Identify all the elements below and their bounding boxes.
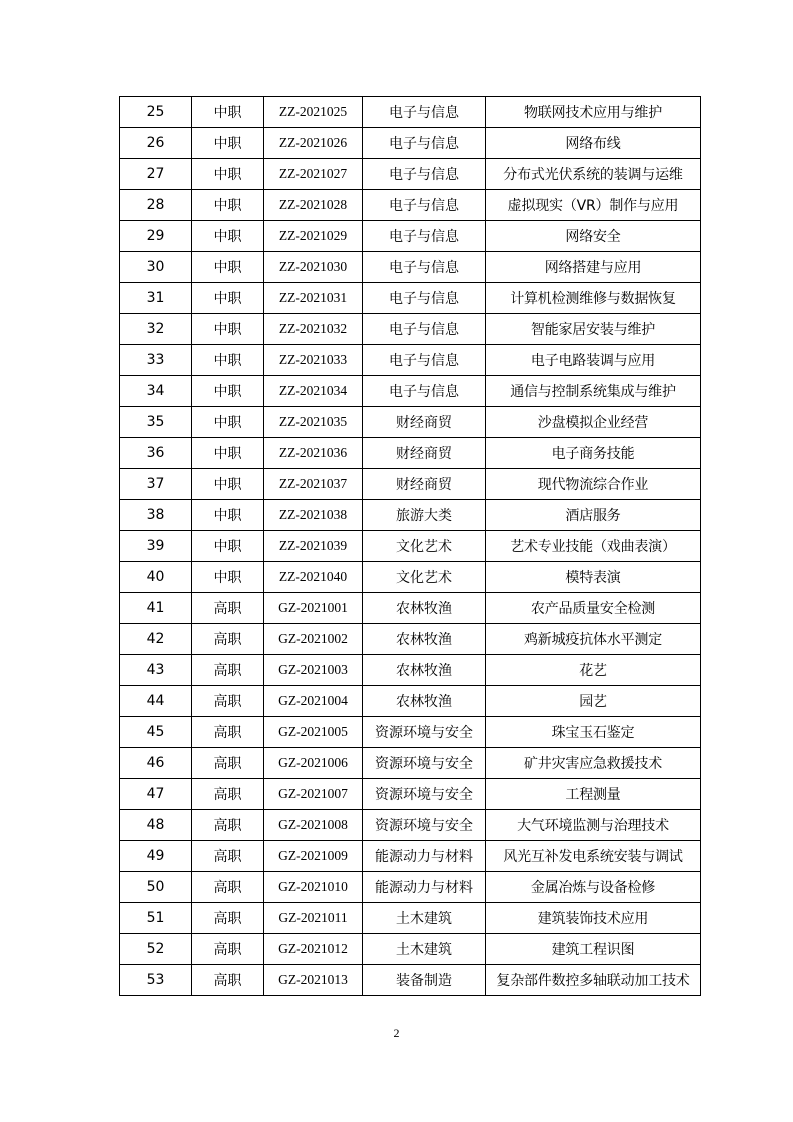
table-row bbox=[120, 872, 701, 903]
category-cell: 资源环境与安全 bbox=[363, 748, 486, 779]
code-cell: GZ-2021006 bbox=[264, 748, 363, 779]
category-cell: 旅游大类 bbox=[363, 500, 486, 531]
level-cell: 高职 bbox=[192, 779, 264, 810]
row-number-cell: 29 bbox=[120, 221, 192, 252]
table-row bbox=[120, 903, 701, 934]
competition-table bbox=[119, 96, 701, 996]
level-cell: 中职 bbox=[192, 159, 264, 190]
category-cell: 财经商贸 bbox=[363, 407, 486, 438]
competition-name-cell: 鸡新城疫抗体水平测定 bbox=[486, 624, 701, 655]
table-row bbox=[120, 438, 701, 469]
row-number-cell: 44 bbox=[120, 686, 192, 717]
level-cell: 中职 bbox=[192, 314, 264, 345]
level-cell: 高职 bbox=[192, 686, 264, 717]
code-cell: ZZ-2021031 bbox=[264, 283, 363, 314]
row-number-cell: 37 bbox=[120, 469, 192, 500]
level-cell: 高职 bbox=[192, 810, 264, 841]
category-cell: 土木建筑 bbox=[363, 934, 486, 965]
row-number-cell: 35 bbox=[120, 407, 192, 438]
row-number-cell: 47 bbox=[120, 779, 192, 810]
category-cell: 电子与信息 bbox=[363, 345, 486, 376]
row-number-cell: 34 bbox=[120, 376, 192, 407]
code-cell: GZ-2021010 bbox=[264, 872, 363, 903]
code-cell: GZ-2021013 bbox=[264, 965, 363, 996]
level-cell: 中职 bbox=[192, 531, 264, 562]
row-number-cell: 48 bbox=[120, 810, 192, 841]
row-number-cell: 52 bbox=[120, 934, 192, 965]
category-cell: 文化艺术 bbox=[363, 562, 486, 593]
table-row bbox=[120, 500, 701, 531]
table-body bbox=[120, 97, 701, 996]
category-cell: 农林牧渔 bbox=[363, 655, 486, 686]
table-row bbox=[120, 190, 701, 221]
level-cell: 中职 bbox=[192, 128, 264, 159]
category-cell: 农林牧渔 bbox=[363, 624, 486, 655]
code-cell: ZZ-2021026 bbox=[264, 128, 363, 159]
level-cell: 中职 bbox=[192, 500, 264, 531]
competition-name-cell: 花艺 bbox=[486, 655, 701, 686]
table-row bbox=[120, 314, 701, 345]
table-row bbox=[120, 252, 701, 283]
level-cell: 高职 bbox=[192, 655, 264, 686]
row-number-cell: 41 bbox=[120, 593, 192, 624]
competition-name-cell: 矿井灾害应急救援技术 bbox=[486, 748, 701, 779]
code-cell: GZ-2021012 bbox=[264, 934, 363, 965]
table-row bbox=[120, 407, 701, 438]
table-row bbox=[120, 655, 701, 686]
page-number: 2 bbox=[393, 1026, 400, 1040]
category-cell: 财经商贸 bbox=[363, 438, 486, 469]
table-row bbox=[120, 841, 701, 872]
competition-name-cell: 园艺 bbox=[486, 686, 701, 717]
code-cell: ZZ-2021038 bbox=[264, 500, 363, 531]
row-number-cell: 50 bbox=[120, 872, 192, 903]
table-row bbox=[120, 965, 701, 996]
level-cell: 高职 bbox=[192, 841, 264, 872]
category-cell: 电子与信息 bbox=[363, 97, 486, 128]
code-cell: GZ-2021007 bbox=[264, 779, 363, 810]
category-cell: 电子与信息 bbox=[363, 252, 486, 283]
category-cell: 财经商贸 bbox=[363, 469, 486, 500]
level-cell: 中职 bbox=[192, 190, 264, 221]
code-cell: GZ-2021004 bbox=[264, 686, 363, 717]
level-cell: 中职 bbox=[192, 407, 264, 438]
code-cell: ZZ-2021029 bbox=[264, 221, 363, 252]
competition-name-cell: 网络安全 bbox=[486, 221, 701, 252]
table-row bbox=[120, 562, 701, 593]
code-cell: ZZ-2021027 bbox=[264, 159, 363, 190]
row-number-cell: 49 bbox=[120, 841, 192, 872]
category-cell: 资源环境与安全 bbox=[363, 779, 486, 810]
table-row bbox=[120, 748, 701, 779]
competition-name-cell: 农产品质量安全检测 bbox=[486, 593, 701, 624]
category-cell: 电子与信息 bbox=[363, 128, 486, 159]
competition-name-cell: 智能家居安装与维护 bbox=[486, 314, 701, 345]
competition-name-cell: 酒店服务 bbox=[486, 500, 701, 531]
table-row bbox=[120, 593, 701, 624]
competition-name-cell: 模特表演 bbox=[486, 562, 701, 593]
level-cell: 高职 bbox=[192, 903, 264, 934]
table-row bbox=[120, 686, 701, 717]
competition-name-cell: 珠宝玉石鉴定 bbox=[486, 717, 701, 748]
code-cell: ZZ-2021040 bbox=[264, 562, 363, 593]
row-number-cell: 39 bbox=[120, 531, 192, 562]
category-cell: 土木建筑 bbox=[363, 903, 486, 934]
competition-name-cell: 电子商务技能 bbox=[486, 438, 701, 469]
level-cell: 中职 bbox=[192, 376, 264, 407]
category-cell: 资源环境与安全 bbox=[363, 717, 486, 748]
table-row bbox=[120, 717, 701, 748]
code-cell: ZZ-2021032 bbox=[264, 314, 363, 345]
row-number-cell: 46 bbox=[120, 748, 192, 779]
competition-name-cell: 通信与控制系统集成与维护 bbox=[486, 376, 701, 407]
competition-name-cell: 现代物流综合作业 bbox=[486, 469, 701, 500]
row-number-cell: 27 bbox=[120, 159, 192, 190]
competition-name-cell: 分布式光伏系统的装调与运维 bbox=[486, 159, 701, 190]
level-cell: 中职 bbox=[192, 283, 264, 314]
code-cell: GZ-2021008 bbox=[264, 810, 363, 841]
row-number-cell: 36 bbox=[120, 438, 192, 469]
category-cell: 农林牧渔 bbox=[363, 686, 486, 717]
competition-name-cell: 工程测量 bbox=[486, 779, 701, 810]
code-cell: ZZ-2021036 bbox=[264, 438, 363, 469]
level-cell: 中职 bbox=[192, 469, 264, 500]
level-cell: 中职 bbox=[192, 438, 264, 469]
row-number-cell: 38 bbox=[120, 500, 192, 531]
row-number-cell: 45 bbox=[120, 717, 192, 748]
category-cell: 资源环境与安全 bbox=[363, 810, 486, 841]
competition-name-cell: 沙盘模拟企业经营 bbox=[486, 407, 701, 438]
category-cell: 装备制造 bbox=[363, 965, 486, 996]
level-cell: 高职 bbox=[192, 934, 264, 965]
code-cell: ZZ-2021033 bbox=[264, 345, 363, 376]
code-cell: GZ-2021009 bbox=[264, 841, 363, 872]
competition-name-cell: 虚拟现实（VR）制作与应用 bbox=[486, 190, 701, 221]
level-cell: 高职 bbox=[192, 717, 264, 748]
row-number-cell: 26 bbox=[120, 128, 192, 159]
row-number-cell: 43 bbox=[120, 655, 192, 686]
competition-name-cell: 网络搭建与应用 bbox=[486, 252, 701, 283]
code-cell: ZZ-2021030 bbox=[264, 252, 363, 283]
level-cell: 中职 bbox=[192, 345, 264, 376]
competition-name-cell: 物联网技术应用与维护 bbox=[486, 97, 701, 128]
code-cell: ZZ-2021035 bbox=[264, 407, 363, 438]
category-cell: 电子与信息 bbox=[363, 159, 486, 190]
level-cell: 中职 bbox=[192, 562, 264, 593]
level-cell: 高职 bbox=[192, 872, 264, 903]
level-cell: 中职 bbox=[192, 221, 264, 252]
table-row bbox=[120, 810, 701, 841]
level-cell: 高职 bbox=[192, 624, 264, 655]
category-cell: 电子与信息 bbox=[363, 314, 486, 345]
row-number-cell: 42 bbox=[120, 624, 192, 655]
category-cell: 农林牧渔 bbox=[363, 593, 486, 624]
row-number-cell: 25 bbox=[120, 97, 192, 128]
row-number-cell: 32 bbox=[120, 314, 192, 345]
category-cell: 文化艺术 bbox=[363, 531, 486, 562]
competition-name-cell: 计算机检测维修与数据恢复 bbox=[486, 283, 701, 314]
row-number-cell: 51 bbox=[120, 903, 192, 934]
code-cell: ZZ-2021028 bbox=[264, 190, 363, 221]
competition-name-cell: 建筑装饰技术应用 bbox=[486, 903, 701, 934]
competition-name-cell: 网络布线 bbox=[486, 128, 701, 159]
code-cell: GZ-2021001 bbox=[264, 593, 363, 624]
level-cell: 中职 bbox=[192, 97, 264, 128]
table-row bbox=[120, 779, 701, 810]
table-row bbox=[120, 531, 701, 562]
code-cell: ZZ-2021037 bbox=[264, 469, 363, 500]
competition-name-cell: 建筑工程识图 bbox=[486, 934, 701, 965]
row-number-cell: 30 bbox=[120, 252, 192, 283]
category-cell: 电子与信息 bbox=[363, 221, 486, 252]
competition-name-cell: 艺术专业技能（戏曲表演） bbox=[486, 531, 701, 562]
level-cell: 高职 bbox=[192, 748, 264, 779]
code-cell: ZZ-2021034 bbox=[264, 376, 363, 407]
category-cell: 电子与信息 bbox=[363, 190, 486, 221]
table-row bbox=[120, 934, 701, 965]
code-cell: GZ-2021002 bbox=[264, 624, 363, 655]
table-row bbox=[120, 97, 701, 128]
table-row bbox=[120, 469, 701, 500]
table-row bbox=[120, 376, 701, 407]
code-cell: GZ-2021011 bbox=[264, 903, 363, 934]
row-number-cell: 33 bbox=[120, 345, 192, 376]
row-number-cell: 40 bbox=[120, 562, 192, 593]
code-cell: GZ-2021003 bbox=[264, 655, 363, 686]
table-row bbox=[120, 345, 701, 376]
row-number-cell: 31 bbox=[120, 283, 192, 314]
code-cell: GZ-2021005 bbox=[264, 717, 363, 748]
level-cell: 高职 bbox=[192, 965, 264, 996]
competition-name-cell: 复杂部件数控多轴联动加工技术 bbox=[486, 965, 701, 996]
table-row bbox=[120, 221, 701, 252]
code-cell: ZZ-2021039 bbox=[264, 531, 363, 562]
competition-name-cell: 大气环境监测与治理技术 bbox=[486, 810, 701, 841]
category-cell: 电子与信息 bbox=[363, 376, 486, 407]
table-row bbox=[120, 159, 701, 190]
table-row bbox=[120, 128, 701, 159]
competition-name-cell: 电子电路装调与应用 bbox=[486, 345, 701, 376]
category-cell: 电子与信息 bbox=[363, 283, 486, 314]
category-cell: 能源动力与材料 bbox=[363, 841, 486, 872]
level-cell: 高职 bbox=[192, 593, 264, 624]
row-number-cell: 53 bbox=[120, 965, 192, 996]
category-cell: 能源动力与材料 bbox=[363, 872, 486, 903]
table-row bbox=[120, 283, 701, 314]
competition-name-cell: 金属冶炼与设备检修 bbox=[486, 872, 701, 903]
level-cell: 中职 bbox=[192, 252, 264, 283]
row-number-cell: 28 bbox=[120, 190, 192, 221]
table-row bbox=[120, 624, 701, 655]
competition-name-cell: 风光互补发电系统安装与调试 bbox=[486, 841, 701, 872]
code-cell: ZZ-2021025 bbox=[264, 97, 363, 128]
